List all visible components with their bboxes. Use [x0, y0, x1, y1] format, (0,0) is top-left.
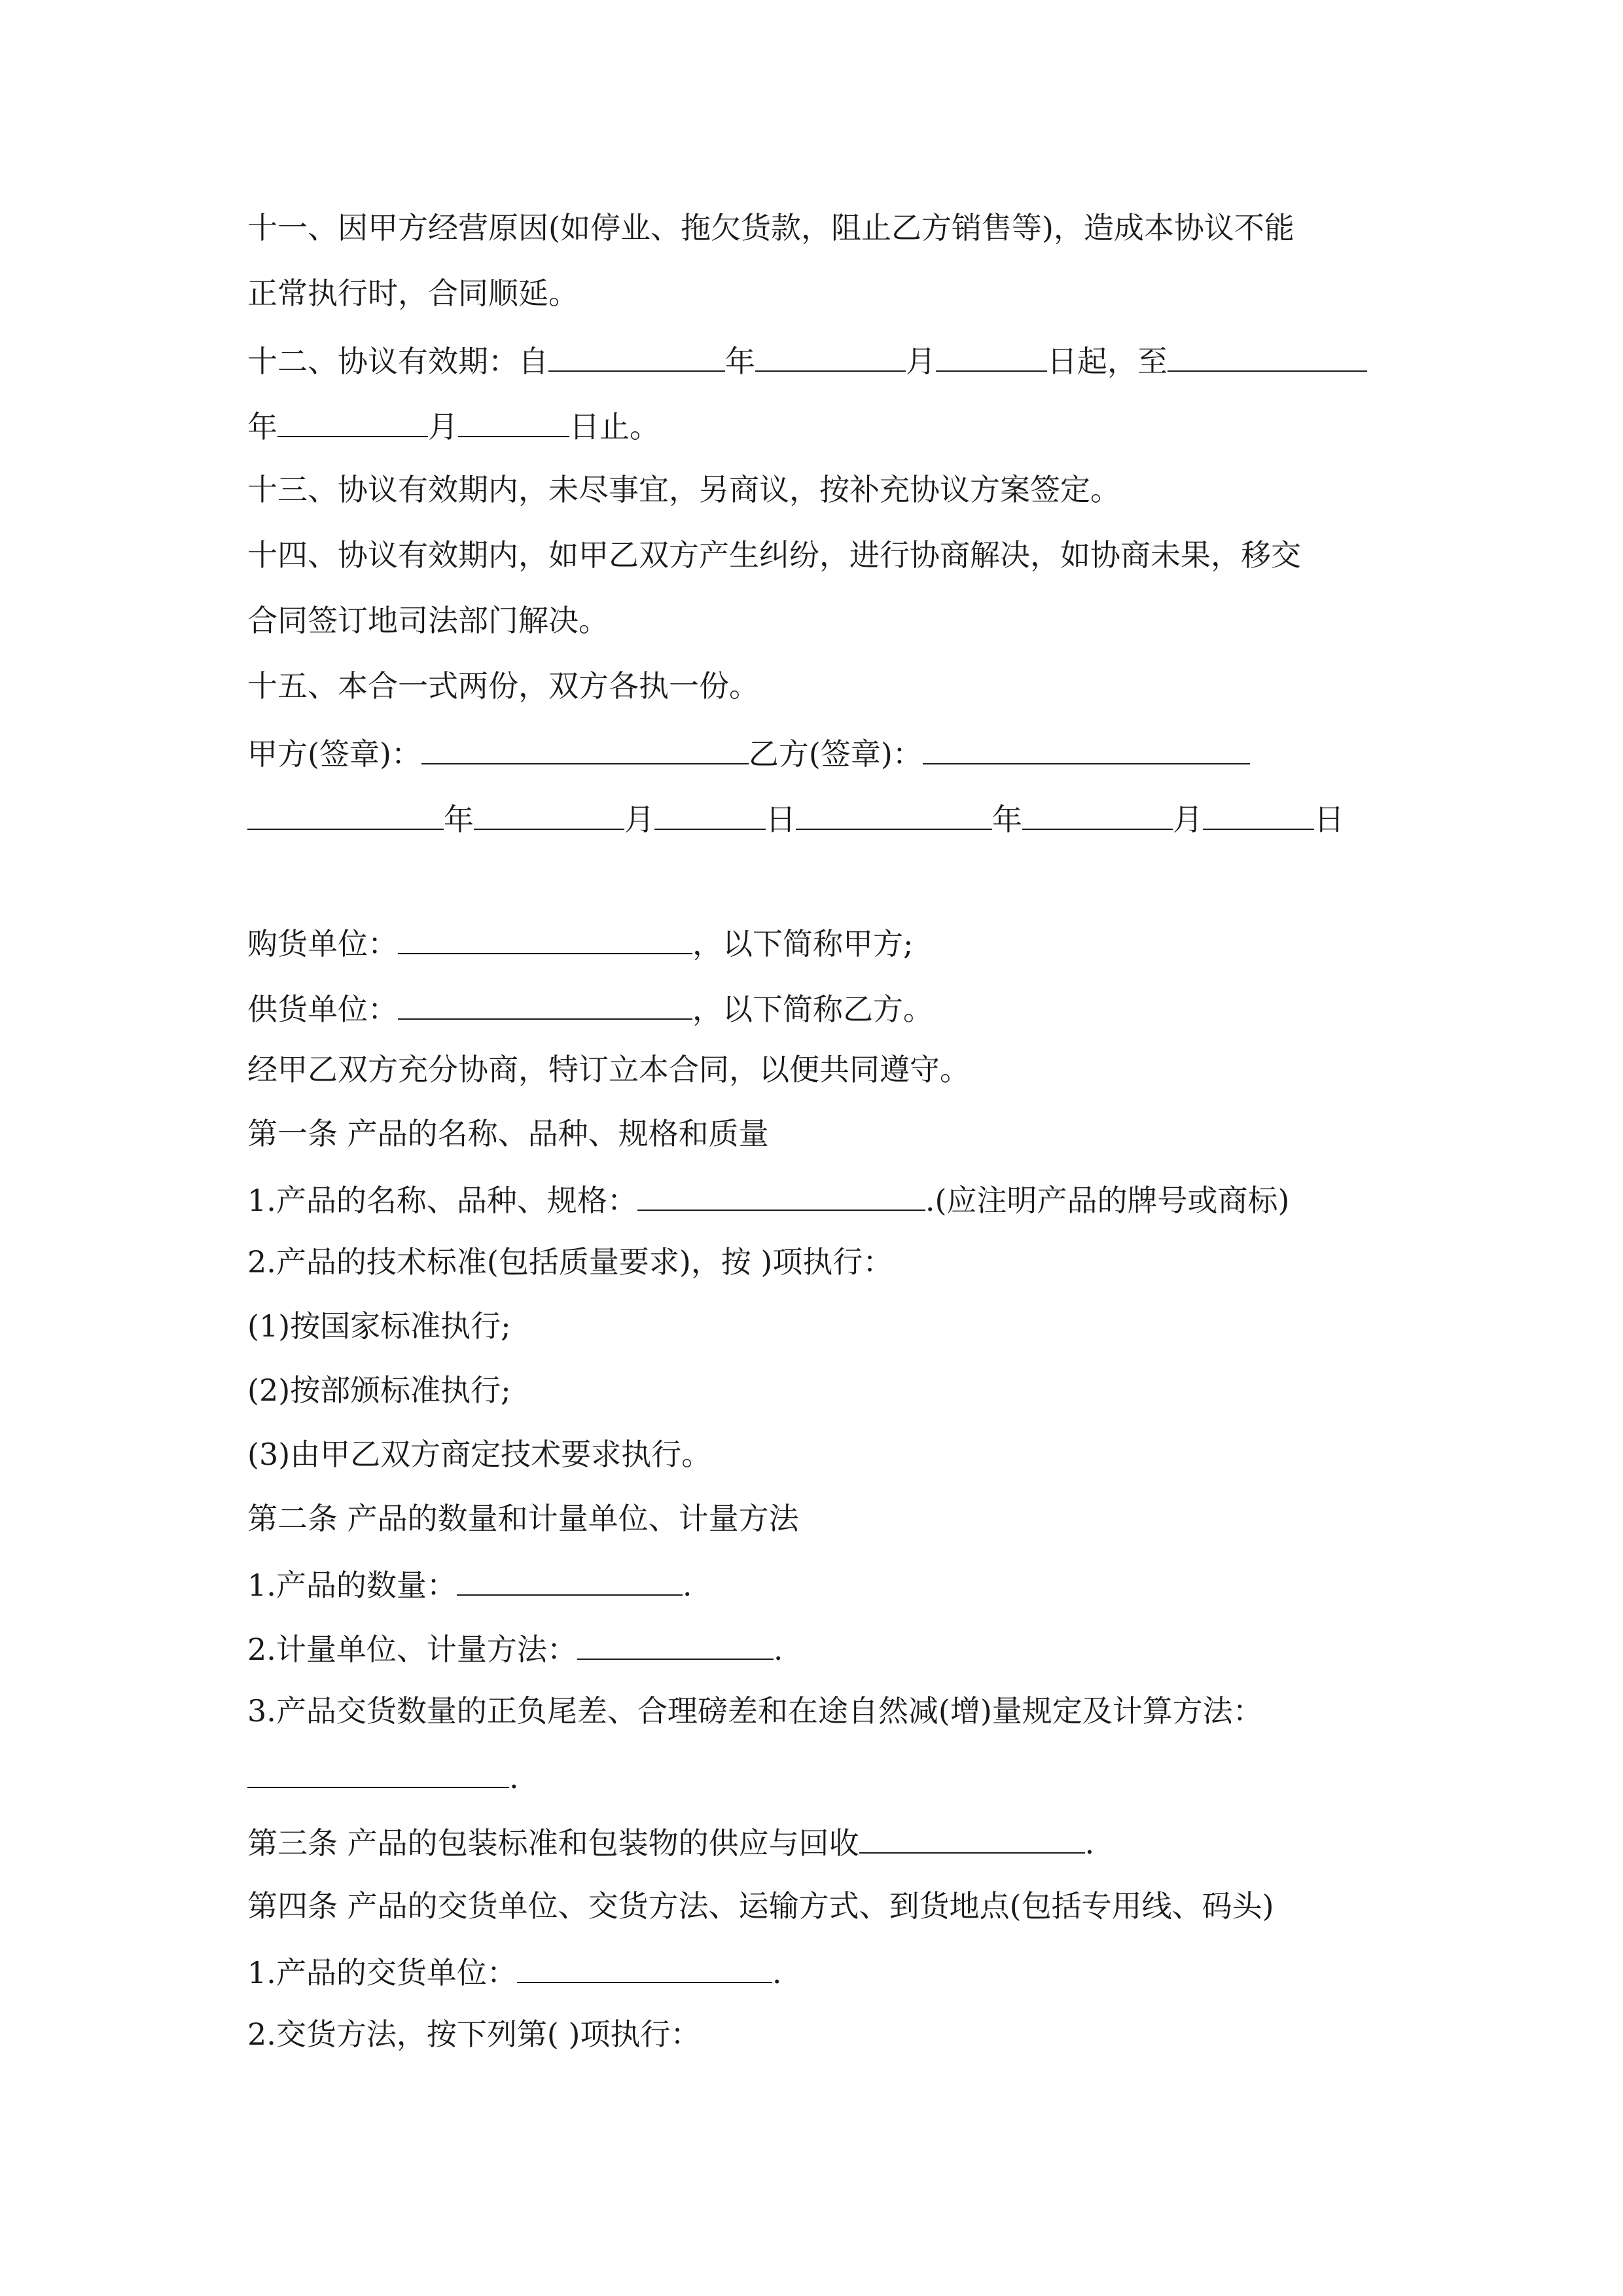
end-day-blank[interactable] — [458, 404, 569, 437]
start-day-blank[interactable] — [936, 339, 1047, 372]
product-name-blank[interactable] — [637, 1178, 925, 1211]
article-1-option-2: (2)按部颁标准执行; — [247, 1372, 511, 1408]
day-from-label: 日起，至 — [1047, 344, 1168, 379]
measure-method-blank[interactable] — [577, 1627, 774, 1660]
party-a-day-blank[interactable] — [654, 797, 766, 830]
article-2-item-3-blank-line — [247, 1755, 1386, 1795]
buyer-line — [247, 922, 1386, 961]
supplier-line — [247, 987, 1386, 1026]
article-2-item-1 — [247, 1563, 1386, 1602]
article-2-item-2 — [247, 1627, 1386, 1666]
supplier-blank[interactable] — [398, 987, 692, 1020]
packaging-blank[interactable] — [859, 1821, 1085, 1854]
measure-method-label: 2.计量单位、计量方法： — [247, 1632, 577, 1667]
article-1-option-3: (3)由甲乙双方商定技术要求执行。 — [247, 1437, 712, 1472]
clause-14-line-2: 合同签订地司法部门解决。 — [247, 603, 609, 638]
clause-14-line-1: 十四、协议有效期内，如甲乙双方产生纠纷，进行协商解决，如协商未果，移交 — [247, 537, 1301, 573]
party-b-year-blank[interactable] — [796, 797, 992, 830]
clause-15: 十五、本合一式两份，双方各执一份。 — [247, 668, 759, 704]
party-b-day-label: 日 — [1314, 802, 1344, 837]
article-2-title: 第二条 产品的数量和计量单位、计量方法 — [247, 1501, 799, 1536]
signature-date-line — [247, 797, 1386, 836]
clause-13: 十三、协议有效期内，未尽事宜，另商议，按补充协议方案签定。 — [247, 472, 1120, 507]
signature-line — [247, 732, 1386, 771]
quantity-blank[interactable] — [457, 1563, 683, 1596]
tolerance-period: . — [509, 1760, 519, 1795]
year-label-2: 年 — [247, 409, 277, 444]
party-a-month-label: 月 — [624, 802, 654, 837]
quantity-period: . — [682, 1568, 692, 1603]
party-b-label: 乙方(签章)： — [748, 736, 923, 772]
article-1-option-1: (1)按国家标准执行; — [247, 1308, 511, 1344]
article-4-title: 第四条 产品的交货单位、交货方法、运输方式、到货地点(包括专用线、码头) — [247, 1888, 1274, 1924]
party-b-year-label: 年 — [992, 802, 1022, 837]
product-name-label: 1.产品的名称、品种、规格： — [247, 1183, 637, 1218]
year-label: 年 — [725, 344, 755, 379]
supplier-label: 供货单位： — [247, 992, 398, 1027]
packaging-period: . — [1084, 1825, 1095, 1861]
tolerance-blank[interactable] — [247, 1755, 509, 1788]
delivery-unit-blank[interactable] — [517, 1950, 772, 1983]
clause-12-line-2 — [247, 404, 1386, 444]
supplier-suffix: ，以下简称乙方。 — [692, 992, 933, 1027]
buyer-label: 购货单位： — [247, 926, 398, 961]
product-name-suffix: .(应注明产品的牌号或商标) — [925, 1183, 1290, 1218]
party-a-year-blank[interactable] — [247, 797, 444, 830]
party-b-month-label: 月 — [1173, 802, 1203, 837]
month-label-2: 月 — [428, 409, 458, 444]
party-b-day-blank[interactable] — [1203, 797, 1314, 830]
delivery-unit-label: 1.产品的交货单位： — [247, 1955, 517, 1990]
article-1-item-1 — [247, 1178, 1386, 1217]
end-month-blank[interactable] — [277, 404, 428, 437]
buyer-blank[interactable] — [398, 922, 692, 954]
party-a-label: 甲方(签章)： — [247, 736, 421, 772]
article-1-item-2: 2.产品的技术标准(包括质量要求)，按 )项执行： — [247, 1244, 893, 1280]
party-a-month-blank[interactable] — [474, 797, 624, 830]
day-to-label: 日止。 — [569, 409, 660, 444]
article-4-item-1 — [247, 1950, 1386, 1990]
party-b-month-blank[interactable] — [1022, 797, 1173, 830]
start-month-blank[interactable] — [755, 339, 906, 372]
article-3-title: 第三条 产品的包装标准和包装物的供应与回收 — [247, 1825, 859, 1861]
delivery-unit-period: . — [772, 1955, 782, 1990]
month-label: 月 — [906, 344, 936, 379]
party-a-year-label: 年 — [444, 802, 474, 837]
clause-12-prefix: 十二、协议有效期：自 — [247, 344, 548, 379]
buyer-suffix: ，以下简称甲方; — [692, 926, 914, 961]
clause-11-line-2: 正常执行时，合同顺延。 — [247, 276, 579, 311]
party-a-signature-blank[interactable] — [421, 732, 749, 764]
intro-paragraph: 经甲乙双方充分协商，特订立本合同，以便共同遵守。 — [247, 1052, 970, 1087]
party-a-day-label: 日 — [766, 802, 796, 837]
start-year-blank[interactable] — [548, 339, 725, 372]
clause-12-line-1 — [247, 339, 1386, 378]
quantity-label: 1.产品的数量： — [247, 1568, 457, 1603]
end-year-blank[interactable] — [1168, 339, 1367, 372]
article-1-title: 第一条 产品的名称、品种、规格和质量 — [247, 1116, 769, 1151]
measure-method-period: . — [773, 1632, 783, 1667]
article-3-line — [247, 1821, 1386, 1860]
clause-11-line-1: 十一、因甲方经营原因(如停业、拖欠货款，阻止乙方销售等)，造成本协议不能 — [247, 210, 1294, 245]
article-4-item-2: 2.交货方法，按下列第( )项执行： — [247, 2017, 701, 2052]
party-b-signature-blank[interactable] — [923, 732, 1250, 764]
article-2-item-3: 3.产品交货数量的正负尾差、合理磅差和在途自然减(增)量规定及计算方法： — [247, 1693, 1263, 1729]
